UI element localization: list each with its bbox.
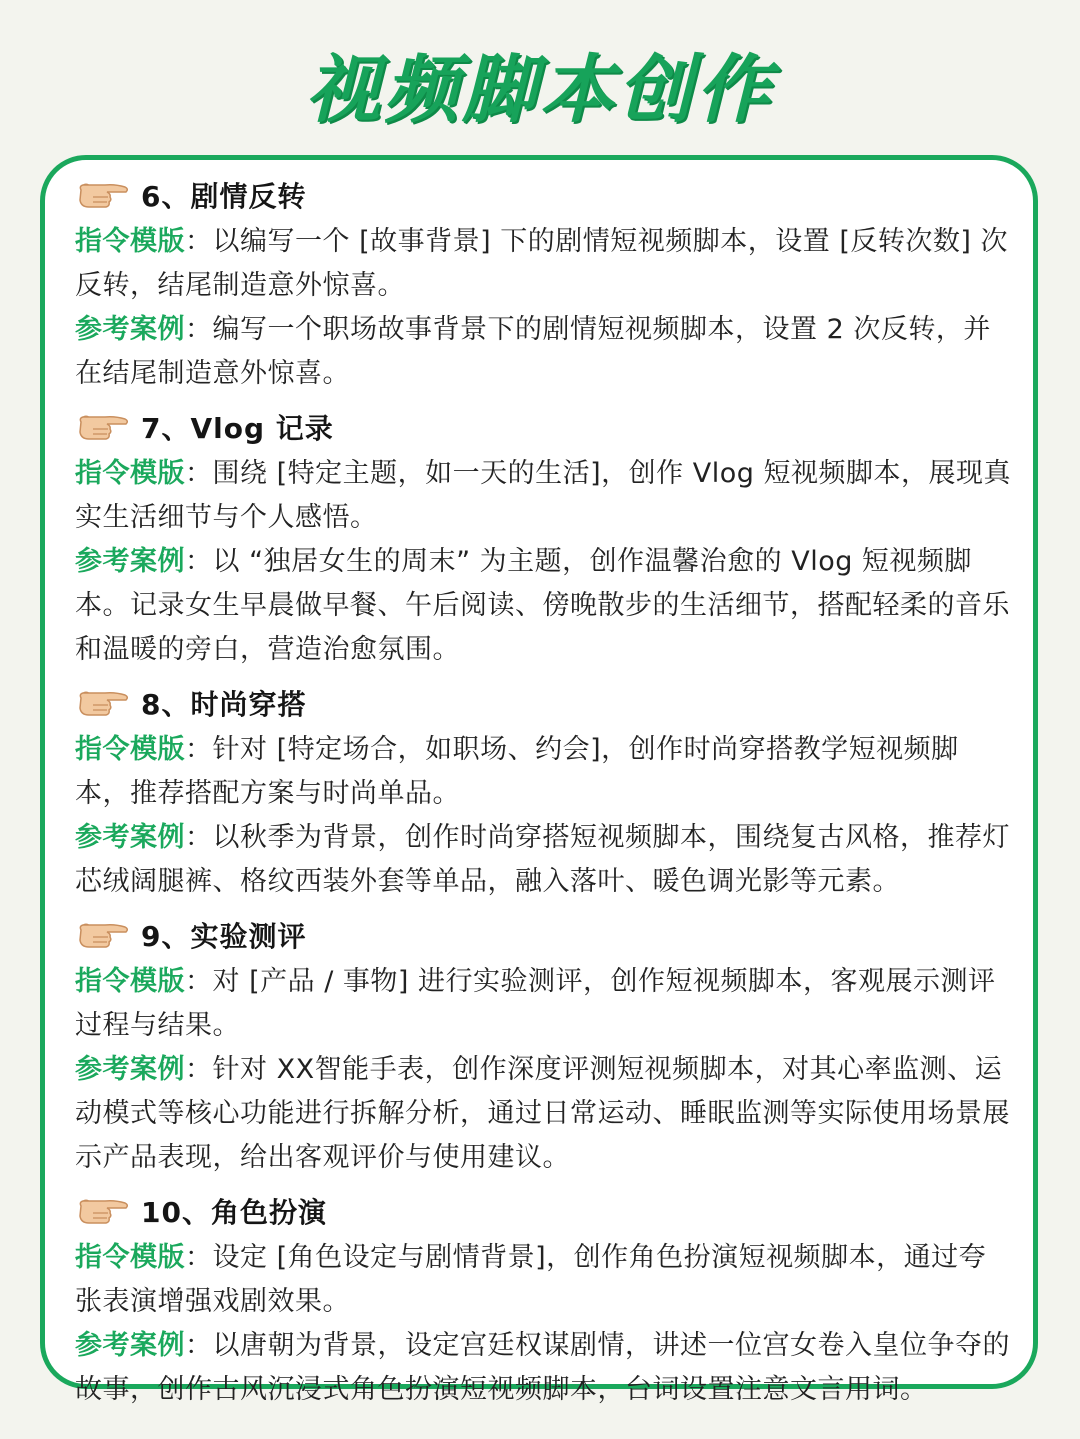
section — [75, 678, 1011, 904]
example-text: ：编写一个职场故事背景下的剧情短视频脚本，设置 2 次反转，并在结尾制造意外惊喜。 — [75, 314, 991, 389]
section-header — [75, 402, 1011, 452]
template-paragraph — [75, 1236, 1011, 1324]
pointing-hand-icon — [75, 1194, 129, 1228]
example-text: ：针对 XX智能手表，创作深度评测短视频脚本，对其心率监测、运动模式等核心功能进行拆解分析，通过日常运动、睡眠监测等实际使用场景展示产品表现，给出客观评价与使用建议。 — [75, 1054, 1010, 1173]
template-paragraph — [75, 452, 1011, 540]
template-text: ：对 [产品 / 事物] 进行实验测评，创作短视频脚本，客观展示测评过程与结果。 — [75, 966, 996, 1041]
example-label: 参考案例 — [75, 1054, 185, 1085]
section — [75, 910, 1011, 1180]
pointing-hand-icon — [75, 918, 129, 952]
section-title: 7、Vlog 记录 — [141, 412, 334, 445]
template-text: ：以编写一个 [故事背景] 下的剧情短视频脚本，设置 [反转次数] 次反转，结尾制造意外惊喜。 — [75, 226, 1008, 301]
section-header — [75, 170, 1011, 220]
example-paragraph — [75, 308, 1011, 396]
template-label: 指令模版 — [75, 734, 185, 765]
section — [75, 1186, 1011, 1412]
section-header — [75, 910, 1011, 960]
page-title: 视频脚本创作 — [306, 47, 774, 133]
template-label: 指令模版 — [75, 1242, 185, 1273]
template-label: 指令模版 — [75, 458, 185, 489]
pointing-hand-icon — [75, 410, 129, 444]
example-paragraph — [75, 1324, 1011, 1412]
section-title: 6、剧情反转 — [141, 180, 307, 213]
pointing-hand-icon — [75, 686, 129, 720]
template-paragraph — [75, 728, 1011, 816]
template-paragraph — [75, 960, 1011, 1048]
template-label: 指令模版 — [75, 226, 185, 257]
section-title: 8、时尚穿搭 — [141, 688, 307, 721]
example-label: 参考案例 — [75, 314, 185, 345]
template-text: ：针对 [特定场合，如职场、约会]，创作时尚穿搭教学短视频脚本，推荐搭配方案与时尚单品。 — [75, 734, 959, 809]
example-text: ：以 “独居女生的周末” 为主题，创作温馨治愈的 Vlog 短视频脚本。记录女生早晨做早餐、午后阅读、傍晚散步的生活细节，搭配轻柔的音乐和温暖的旁白，营造治愈氛围。 — [75, 546, 1010, 665]
example-text: ：以秋季为背景，创作时尚穿搭短视频脚本，围绕复古风格，推荐灯芯绒阔腿裤、格纹西装外套等单品，融入落叶、暖色调光影等元素。 — [75, 822, 1010, 897]
example-paragraph — [75, 816, 1011, 904]
example-paragraph — [75, 1048, 1011, 1180]
example-label: 参考案例 — [75, 822, 185, 853]
example-label: 参考案例 — [75, 546, 185, 577]
template-text: ：设定 [角色设定与剧情背景]，创作角色扮演短视频脚本，通过夸张表演增强戏剧效果。 — [75, 1242, 987, 1317]
section-header — [75, 1186, 1011, 1236]
example-label: 参考案例 — [75, 1330, 185, 1361]
template-paragraph — [75, 220, 1011, 308]
example-text: ：以唐朝为背景，设定宫廷权谋剧情，讲述一位宫女卷入皇位争夺的故事，创作古风沉浸式角色扮演短视频脚本，台词设置注意文言用词。 — [75, 1330, 1010, 1405]
pointing-hand-icon — [75, 178, 129, 212]
section — [75, 402, 1011, 672]
section-header — [75, 678, 1011, 728]
content-card — [40, 155, 1038, 1405]
section — [75, 170, 1011, 396]
template-label: 指令模版 — [75, 966, 185, 997]
section-title: 9、实验测评 — [141, 920, 307, 953]
template-text: ：围绕 [特定主题，如一天的生活]，创作 Vlog 短视频脚本，展现真实生活细节与个人感悟。 — [75, 458, 1011, 533]
example-paragraph — [75, 540, 1011, 672]
section-title: 10、角色扮演 — [141, 1196, 327, 1229]
